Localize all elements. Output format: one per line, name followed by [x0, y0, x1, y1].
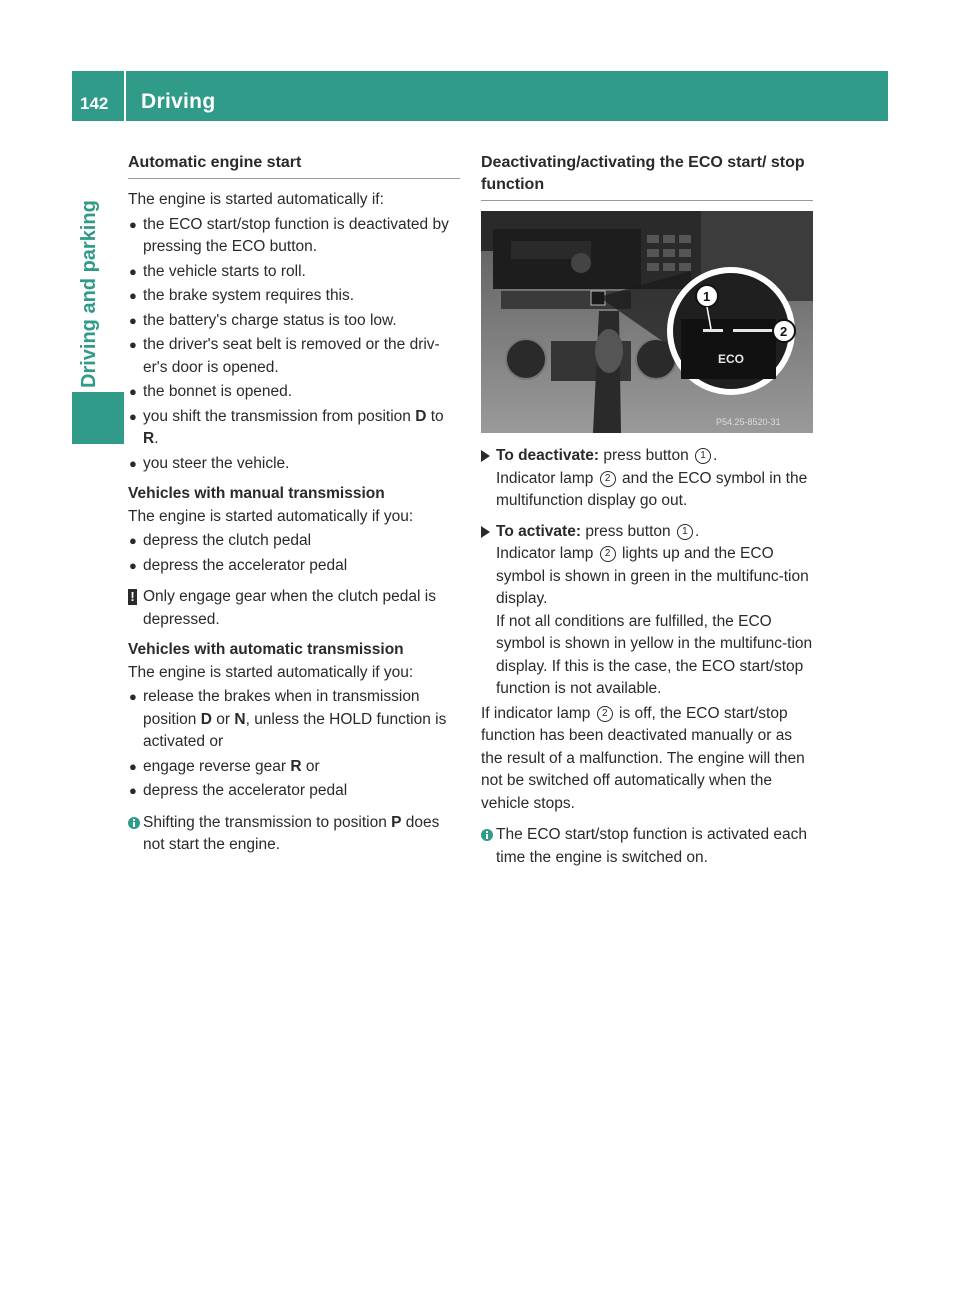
info-icon: [128, 816, 140, 830]
callout-ref-1: 1: [695, 448, 711, 464]
eco-button-figure: [481, 211, 813, 433]
bullet-icon: ●: [129, 455, 137, 471]
subheading-automatic: Vehicles with automatic transmission: [128, 641, 404, 658]
list-item: ● engage reverse gear R or: [128, 756, 460, 779]
callout-1: 1: [703, 289, 711, 304]
info-note: Shifting the transmission to position P does not start the engine.: [128, 812, 460, 857]
header-divider: [124, 71, 126, 121]
side-tab-label: Driving and parking: [78, 200, 100, 388]
figure-code: P54.25-8520-31: [716, 417, 781, 427]
bullet-icon: ●: [129, 337, 137, 352]
step-arrow-icon: [481, 526, 490, 538]
step-activate: To activate: press button 1 . Indicator lamp 2 lights up and the ECO symbol is shown in green in the multifunc-tion display. If not all conditions are fulfilled, the ECO symbol is shown in yellow in the multifunc-tion display. If this is the case, the ECO start/stop function is not available.: [481, 521, 813, 701]
callout-ref-2: 2: [600, 546, 616, 562]
bullet-icon: ●: [129, 288, 137, 303]
subheading-manual: Vehicles with manual transmission: [128, 485, 385, 502]
bullet-icon: ●: [129, 384, 137, 399]
left-column: [128, 152, 460, 857]
list-item: ● the driver's seat belt is removed or the driv-er's door is opened.: [129, 336, 440, 376]
bullet-icon: ●: [129, 216, 137, 232]
callout-ref-2: 2: [600, 471, 616, 487]
eco-label: ECO: [718, 352, 745, 366]
callout-ref-1: 1: [677, 524, 693, 540]
step-arrow-icon: [481, 450, 490, 462]
manual-intro: The engine is started automatically if you:: [128, 507, 414, 525]
list-item: ● you steer the vehicle.: [128, 453, 460, 476]
right-column: [481, 152, 813, 869]
indicator-paragraph: If indicator lamp 2 is off, the ECO start/stop function has been deactivated manually or as the result of a malfunction. The engine will then not be switched off automatically when the vehicle stops.: [481, 704, 805, 812]
bullet-icon: ●: [129, 312, 137, 328]
console-photo: [481, 211, 813, 433]
bullet-icon: ●: [129, 263, 137, 279]
list-item: ● you shift the transmission from position D to R.: [129, 407, 444, 447]
page-number: 142: [80, 94, 109, 113]
section-title-engine-start: Automatic engine start: [128, 152, 460, 179]
list-item: ● the vehicle starts to roll.: [128, 261, 460, 284]
list-item: ● the battery's charge status is too low.: [128, 310, 460, 333]
bullet-icon: ●: [129, 758, 137, 774]
list-item: ● depress the accelerator pedal: [128, 555, 460, 578]
activate-note: If not all conditions are fulfilled, the ECO symbol is shown in yellow in the multifunc-tion display. If this is the case, the ECO start/stop function is not available.: [496, 612, 813, 697]
side-tab-marker: [72, 392, 124, 444]
info-icon: [481, 828, 493, 842]
callout-2: 2: [780, 324, 788, 339]
list-item: ● depress the clutch pedal: [128, 530, 460, 553]
bullet-icon: ●: [129, 557, 137, 573]
bullet-icon: ●: [129, 533, 137, 548]
automatic-intro: The engine is started automatically if you:: [128, 663, 414, 681]
step-deactivate: To deactivate: press button 1 . Indicator lamp 2 and the ECO symbol in the multifunction display go out.: [481, 445, 813, 513]
warning-note: ! Only engage gear when the clutch pedal is depressed.: [128, 586, 460, 631]
bullet-icon: ●: [129, 783, 137, 798]
info-note: The ECO start/stop function is activated each time the engine is switched on.: [481, 824, 813, 869]
callout-ref-2: 2: [597, 706, 613, 722]
bullet-icon: ●: [129, 689, 137, 704]
list-item: ● release the brakes when in transmission position D or N, unless the HOLD function is activated or: [129, 688, 447, 750]
list-item: ● the brake system requires this.: [128, 285, 460, 308]
list-item: ● the bonnet is opened.: [128, 381, 460, 404]
list-item: ● depress the accelerator pedal: [128, 780, 460, 803]
bullet-icon: ●: [129, 408, 137, 424]
warning-icon: !: [128, 589, 137, 605]
intro-text: The engine is started automatically if:: [128, 191, 384, 208]
chapter-title: Driving: [141, 90, 216, 113]
section-title-eco: Deactivating/activating the ECO start/ stop function: [481, 152, 813, 201]
list-item: ● the ECO start/stop function is deactivated by pressing the ECO button.: [129, 215, 449, 255]
